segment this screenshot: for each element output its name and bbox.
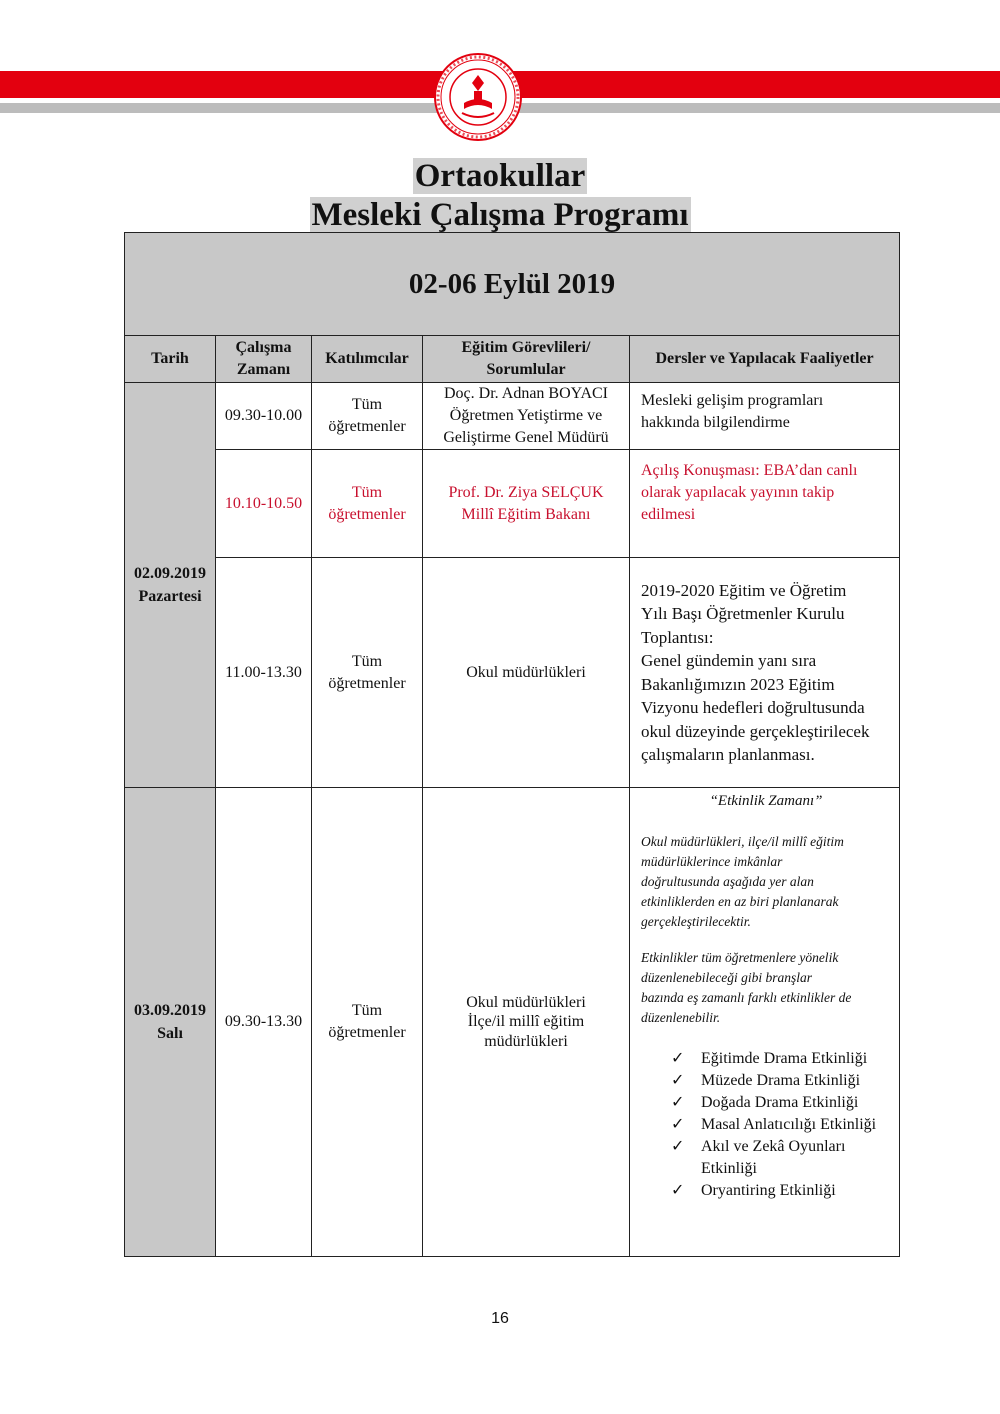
list-item: ✓ Doğada Drama Etkinliği	[671, 1092, 891, 1114]
checkmark-icon: ✓	[671, 1138, 685, 1155]
ministry-emblem-icon	[434, 53, 522, 141]
header-dersler: Dersler ve Yapılacak Faaliyetler	[630, 336, 900, 383]
participants-cell: Tüm öğretmenler	[312, 450, 423, 558]
etkinlik-paragraph-2: Etkinlikler tüm öğretmenlere yönelik düzenlenebileceği gibi branşlar bazında eş zamanlı farklı etkinlikler de düzenlenebilir.	[641, 950, 852, 1025]
activity-cell: 2019-2020 Eğitim ve Öğretim Yılı Başı Öğretmenler Kurulu Toplantısı: Genel gündemin yanı sıra Bakanlığımızın 2023 Eğitim Vizyonu hedefleri doğrultusunda okul düzeyinde gerçekleştirilecek çalışmaların planlanması.	[630, 558, 900, 788]
participants-cell: Tüm öğretmenler	[312, 558, 423, 788]
time-cell: 09.30-10.00	[216, 383, 312, 450]
responsible-cell: Okul müdürlükleri İlçe/il millî eğitim müdürlükleri	[423, 788, 630, 1257]
checkmark-icon: ✓	[671, 1050, 685, 1067]
program-table	[124, 232, 900, 1257]
responsible-cell: Okul müdürlükleri	[423, 558, 630, 788]
table-row	[125, 383, 900, 450]
participants-cell: Tüm öğretmenler	[312, 788, 423, 1257]
page-number: 16	[491, 1310, 509, 1327]
checkmark-icon: ✓	[671, 1182, 685, 1199]
activity-cell: Mesleki gelişim programları hakkında bilgilendirme	[630, 383, 900, 450]
title-line-2: Mesleki Çalışma Programı	[311, 197, 689, 233]
participants-cell: Tüm öğretmenler	[312, 383, 423, 450]
activity-cell: Açılış Konuşması: EBA’dan canlı olarak yapılacak yayının takip edilmesi	[630, 450, 900, 558]
time-cell: 10.10-10.50	[216, 450, 312, 558]
responsible-cell: Doç. Dr. Adnan BOYACI Öğretmen Yetiştirme ve Geliştirme Genel Müdürü	[423, 383, 630, 450]
checkmark-icon: ✓	[671, 1116, 685, 1133]
date-cell-day1: 02.09.2019 Pazartesi	[125, 383, 216, 788]
list-item: ✓ Masal Anlatıcılığı Etkinliği	[671, 1114, 891, 1136]
checkmark-icon: ✓	[671, 1094, 685, 1111]
header-calisma-zamani: Çalışma Zamanı	[216, 336, 312, 383]
header-katilimcilar: Katılımcılar	[312, 336, 423, 383]
date-cell-day2: 03.09.2019 Salı	[125, 788, 216, 1257]
list-item: ✓ Müzede Drama Etkinliği	[671, 1070, 891, 1092]
responsible-cell: Prof. Dr. Ziya SELÇUK Millî Eğitim Bakanı	[423, 450, 630, 558]
date-range-header: 02-06 Eylül 2019	[125, 233, 900, 336]
time-cell: 11.00-13.30	[216, 558, 312, 788]
etkinlik-checklist	[641, 1048, 891, 1202]
table-row	[125, 450, 900, 558]
activity-cell	[630, 788, 900, 1257]
time-cell: 09.30-13.30	[216, 788, 312, 1257]
list-item: ✓ Oryantiring Etkinliği	[671, 1180, 891, 1202]
list-item: ✓ Akıl ve Zekâ Oyunları Etkinliği	[671, 1138, 846, 1177]
title-line-1: Ortaokullar	[414, 158, 586, 194]
header-egitim-gorevlileri: Eğitim Görevlileri/ Sorumlular	[423, 336, 630, 383]
column-headers	[125, 336, 900, 383]
list-item: ✓ Eğitimde Drama Etkinliği	[671, 1048, 891, 1070]
etkinlik-title: “Etkinlik Zamanı”	[709, 793, 823, 809]
checkmark-icon: ✓	[671, 1072, 685, 1089]
header-tarih: Tarih	[125, 336, 216, 383]
table-row	[125, 558, 900, 788]
etkinlik-paragraph-1: Okul müdürlükleri, ilçe/il millî eğitim müdürlüklerince imkânlar doğrultusunda aşağıda yer alan etkinliklerden en az biri planlanarak gerçekleştirilecektir.	[641, 834, 844, 929]
table-row	[125, 788, 900, 1257]
